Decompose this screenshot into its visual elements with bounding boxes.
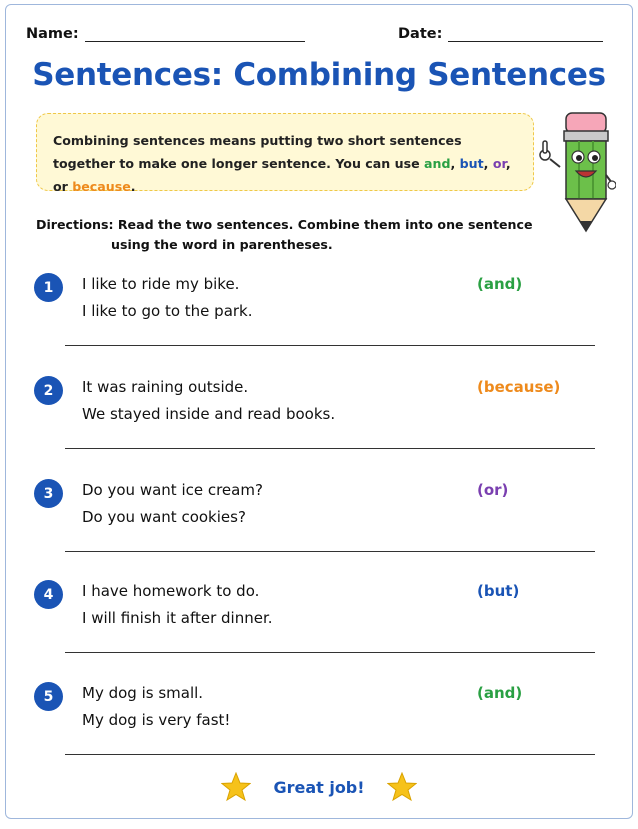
word-because: because	[72, 179, 131, 194]
word-but: but	[459, 156, 484, 171]
question-4	[34, 580, 594, 680]
question-number-badge: 2	[34, 376, 63, 405]
great-job-text: Great job!	[273, 778, 365, 797]
info-box	[36, 113, 534, 194]
answer-line[interactable]	[65, 652, 595, 653]
date-line[interactable]	[448, 25, 603, 42]
footer	[6, 772, 632, 804]
directions-line-1: Directions: Read the two sentences. Combine them into one sentence	[36, 217, 533, 232]
answer-line[interactable]	[65, 754, 595, 755]
header	[26, 25, 612, 49]
answer-line[interactable]	[65, 345, 595, 346]
sentence-1: It was raining outside.	[82, 378, 249, 396]
name-label: Name:	[26, 26, 79, 42]
sentence-2: My dog is very fast!	[82, 711, 231, 729]
name-line[interactable]	[85, 25, 305, 42]
conjunction-label: (because)	[477, 378, 561, 396]
sentence-1: My dog is small.	[82, 684, 204, 702]
directions	[36, 215, 546, 255]
question-number-badge: 1	[34, 273, 63, 302]
name-field[interactable]	[26, 25, 305, 42]
info-sep: , or	[53, 156, 511, 194]
question-number-badge: 4	[34, 580, 63, 609]
sentence-1: I have homework to do.	[82, 582, 260, 600]
date-field[interactable]	[398, 25, 603, 42]
directions-line-2: using the word in parentheses.	[111, 237, 333, 252]
info-text: Combining sentences means putting two short sentences together to make one longer sentence. You can use	[53, 133, 462, 171]
question-number-badge: 5	[34, 682, 63, 711]
info-sep: ,	[450, 156, 460, 171]
worksheet-page	[5, 4, 633, 819]
sentence-1: I like to ride my bike.	[82, 275, 240, 293]
sentence-1: Do you want ice cream?	[82, 481, 263, 499]
star-icon	[387, 772, 417, 802]
sentence-2: I will finish it after dinner.	[82, 609, 273, 627]
word-and: and	[424, 156, 451, 171]
info-end: .	[130, 179, 136, 194]
answer-line[interactable]	[65, 448, 595, 449]
conjunction-label: (and)	[477, 684, 523, 702]
sentence-2: I like to go to the park.	[82, 302, 253, 320]
question-5	[34, 682, 594, 782]
pencil-mascot-icon	[536, 105, 616, 235]
answer-line[interactable]	[65, 551, 595, 552]
conjunction-label: (or)	[477, 481, 509, 499]
info-sep: ,	[483, 156, 493, 171]
conjunction-label: (but)	[477, 582, 520, 600]
word-or: or	[492, 156, 506, 171]
question-number-badge: 3	[34, 479, 63, 508]
date-label: Date:	[398, 26, 443, 42]
page-title: Sentences: Combining Sentences	[32, 57, 606, 93]
question-3	[34, 479, 594, 579]
question-2	[34, 376, 594, 476]
sentence-2: We stayed inside and read books.	[82, 405, 336, 423]
conjunction-label: (and)	[477, 275, 523, 293]
sentence-2: Do you want cookies?	[82, 508, 246, 526]
question-1	[34, 273, 594, 373]
